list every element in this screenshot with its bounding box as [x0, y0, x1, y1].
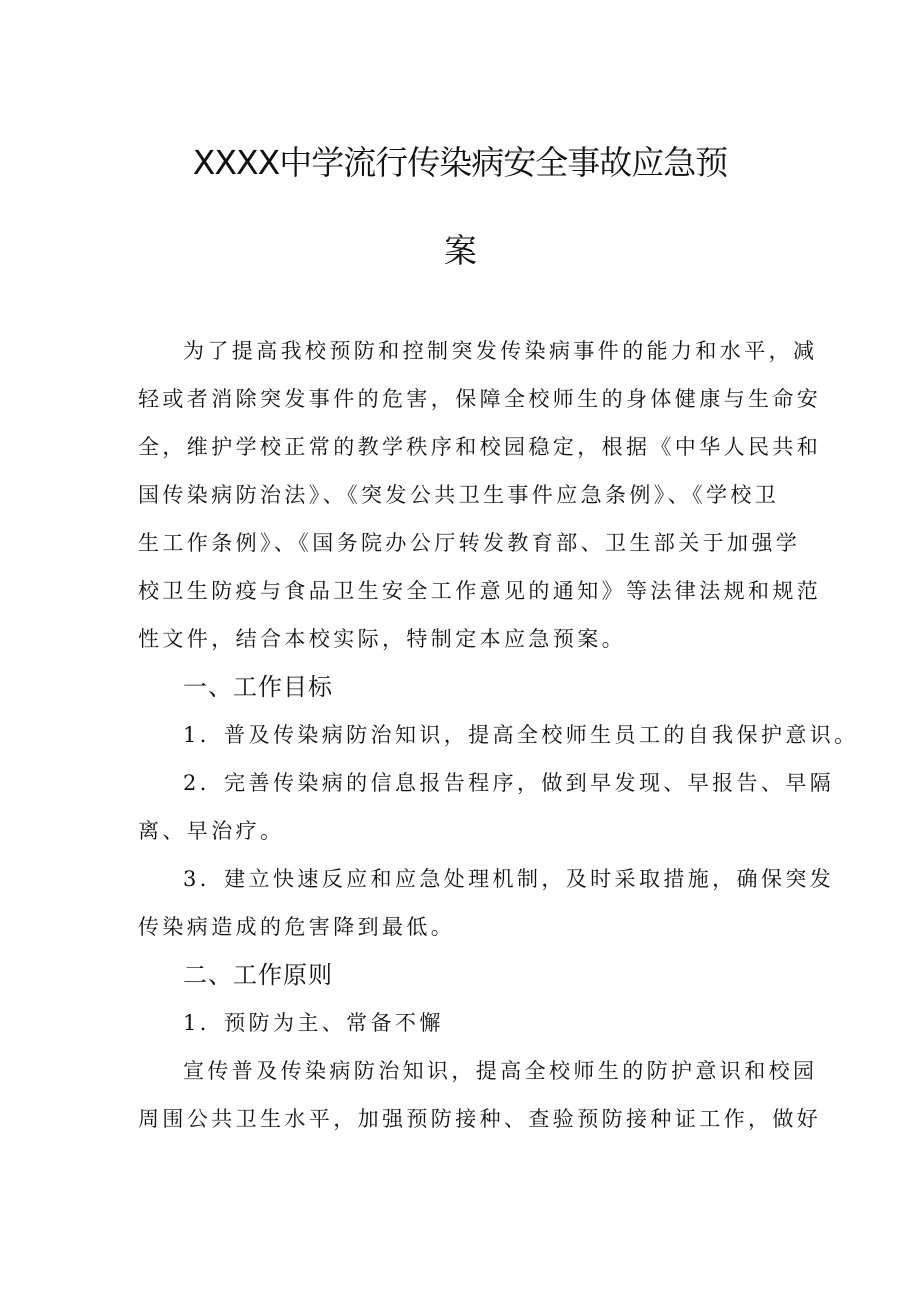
document-title-line-2: 案	[444, 231, 476, 270]
section-2-item-1: 1．预防为主、常备不懈	[183, 1011, 444, 1035]
section-2-paragraph-line-1: 宣传普及传染病防治知识，提高全校师生的防护意识和校园	[183, 1059, 818, 1083]
intro-line-5: 生工作条例》、《国务院办公厅转发教育部、卫生部关于加强学	[138, 531, 801, 555]
section-1-heading: 一、工作目标	[183, 673, 333, 701]
section-1-item-3-line-2: 传染病造成的危害降到最低。	[138, 915, 456, 939]
section-1-item-3-line-1: 3．建立快速反应和应急处理机制，及时采取措施，确保突发	[183, 867, 835, 891]
section-1-item-1: 1．普及传染病防治知识，提高全校师生员工的自我保护意识。	[183, 723, 859, 747]
document-title-line-1: XXXX中学流行传染病安全事故应急预	[192, 143, 728, 182]
intro-line-4: 国传染病防治法》、《突发公共卫生事件应急条例》、《学校卫	[138, 483, 780, 507]
intro-line-3: 全，维护学校正常的教学秩序和校园稳定，根据《中华人民共和	[138, 435, 822, 459]
section-2-heading: 二、工作原则	[183, 961, 333, 989]
intro-line-7: 性文件，结合本校实际，特制定本应急预案。	[138, 627, 626, 651]
intro-line-1: 为了提高我校预防和控制突发传染病事件的能力和水平，减	[183, 339, 818, 363]
section-1-item-2-line-1: 2．完善传染病的信息报告程序，做到早发现、早报告、早隔	[183, 771, 835, 795]
section-2-paragraph-line-2: 周围公共卫生水平，加强预防接种、查验预防接种证工作，做好	[138, 1107, 822, 1131]
intro-line-6: 校卫生防疫与食品卫生安全工作意见的通知》等法律法规和规范	[138, 579, 822, 603]
section-1-item-2-line-2: 离、早治疗。	[138, 819, 285, 843]
intro-line-2: 轻或者消除突发事件的危害，保障全校师生的身体健康与生命安	[138, 387, 822, 411]
